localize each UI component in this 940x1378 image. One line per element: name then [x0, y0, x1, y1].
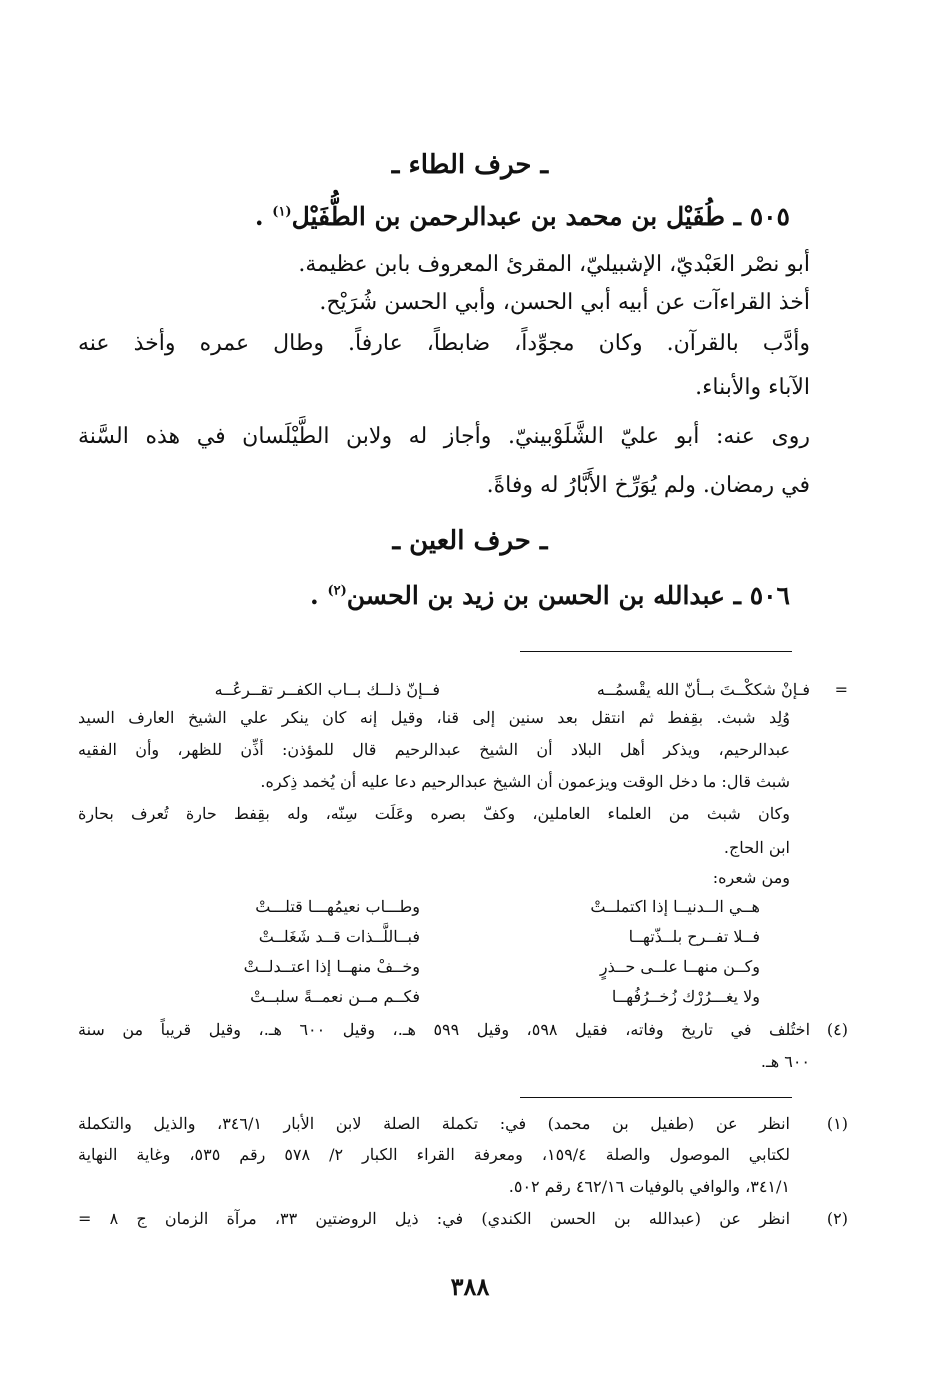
note-prose-line-2: عبدالرحيم، ويذكر أهل البلاد أن الشيخ عبدالرحيم قال للمؤذن: أذِّن للظهر، وأن الفقيه [78, 740, 790, 759]
footnote-4-mark: (٤) [826, 1020, 848, 1039]
entry-505-line-2: أخذ القراءآت عن أبيه أبي الحسن، وأبي الحسن شُرَيْح. [319, 290, 810, 315]
footnote-4-line-2: ٦٠٠ هـ. [760, 1052, 810, 1071]
footnote-1-line-2: لكتابي الموصول والصلة ١٥٩/٤، ومعرفة القراء الكبار ٢/ ٥٧٨ رقم ٥٣٥، وغاية النهاية [78, 1145, 791, 1164]
footnote-1-line-3: ٣٤١/١، والوافي بالوفيات ٤٦٢/١٦ رقم ٥٠٢. [508, 1177, 790, 1196]
verse-2-right: فــلا تفــرح بلــذّتهــا [628, 927, 760, 946]
note-prose-line-4: وكان شبث من العلماء العاملين، وكفّ بصره وعَلَت سِنّه، وله بقِفط حارة تُعرف بحارة [78, 804, 791, 823]
verse-3-left: وخــفْ منهــا إذا اعتــدلــتْ [243, 957, 420, 976]
verse-1-right: هــي الــدنيــا إذا اكتملــتْ [590, 897, 760, 916]
entry-505-line-4: الآباء والأبناء. [695, 375, 810, 400]
entry-505-end: . [254, 202, 264, 231]
entry-505-title [255, 202, 790, 231]
note-prose-line-5: ابن الحاج. [723, 838, 790, 857]
section-heading-ayn: ـ حرف العين ـ [392, 526, 548, 556]
entry-506-end: . [310, 581, 319, 610]
footnote-4-line-1: اختُلف في تاريخ وفاته، فقيل ٥٩٨، وقيل ٥٩٩ هـ.، وقيل ٦٠٠ هـ.، وقيل قريباً من سنة [78, 1020, 811, 1039]
verse-4-left: فكــم مــن نعمــةً سلبــتْ [250, 987, 420, 1006]
note-prose-line-6: ومن شعره: [712, 868, 790, 887]
footnote-1-line-1: انظر عن (طفيل بن محمد) في: تكملة الصلة لابن الأبار ٣٤٦/١، والذيل والتكملة [78, 1114, 791, 1133]
verse-4-right: ولا يغـــرُرْك زُخــرُفُهــا [611, 987, 760, 1006]
page-number: ٣٨٨ [450, 1272, 490, 1301]
footnote-divider-top [520, 651, 792, 652]
verse-3-right: وكــن منهــا علــى حــذرٍ [599, 957, 760, 976]
footnote-divider-bottom [520, 1097, 792, 1098]
entry-505-line-3: وأدَّب بالقرآن. وكان مجوِّداً، ضابطاً، عارفاً. وطال عمره وأخذ عنه [78, 331, 810, 356]
footnote-2-mark: (٢) [826, 1209, 848, 1228]
note-prose-line-3: شبث قال: ما دخل الوقت ويزعمون أن الشيخ عبدالرحيم دعا عليه أن يُخمد ذِكره. [260, 772, 790, 791]
section-heading-taa: ـ حرف الطاء ـ [391, 150, 549, 180]
verse-2-left: فبــاللَّــذات قــد شَغَلــتْ [258, 927, 420, 946]
entry-505-line-6: في رمضان. ولم يُوَرِّخ الأَبَّارُ له وفاةً. [486, 473, 810, 498]
footnote-2-line-1: انظر عن (عبدالله بن الحسن الكندي) في: ذيل الروضتين ٣٣، مرآة الزمان ج ٨ = [78, 1209, 791, 1228]
entry-505-name: ٥٠٥ ـ طُفَيْل بن محمد بن عبدالرحمن بن الطُّفَيْل [291, 202, 790, 231]
note-prose-line-1: وُلِد شبث. بقِفط ثم انتقل بعد سنين إلى قنا، وقيل إنه كان ينكر علي الشيخ العارف السيد [78, 708, 790, 727]
footnote-ref-2: (٢) [327, 583, 347, 599]
entry-506-title [310, 581, 790, 610]
footnote-ref-1: (١) [272, 204, 292, 220]
verse-top-right: فـإنْ شككْــتَ بــأنّ الله يقْسمُــه [596, 680, 810, 699]
entry-506-name: ٥٠٦ ـ عبدالله بن الحسن بن زيد بن الحسن [346, 581, 790, 610]
entry-505-line-1: أبو نصْر العَبْديّ، الإشبيليّ، المقرئ المعروف بابن عظيمة. [298, 252, 810, 277]
entry-505-line-5: روى عنه: أبو عليّ الشَّلَوْبينيّ. وأجاز له ولابن الطَّيْلَسان في هذه السَّنة [78, 424, 810, 449]
continuation-mark: = [834, 680, 848, 699]
footnote-1-mark: (١) [826, 1114, 848, 1133]
verse-top-left: فــإنّ ذلــك بــاب الكفــر تقــرعُــه [214, 680, 440, 699]
verse-1-left: وطـــاب نعيمُهـــا قتلـــتْ [255, 897, 420, 916]
